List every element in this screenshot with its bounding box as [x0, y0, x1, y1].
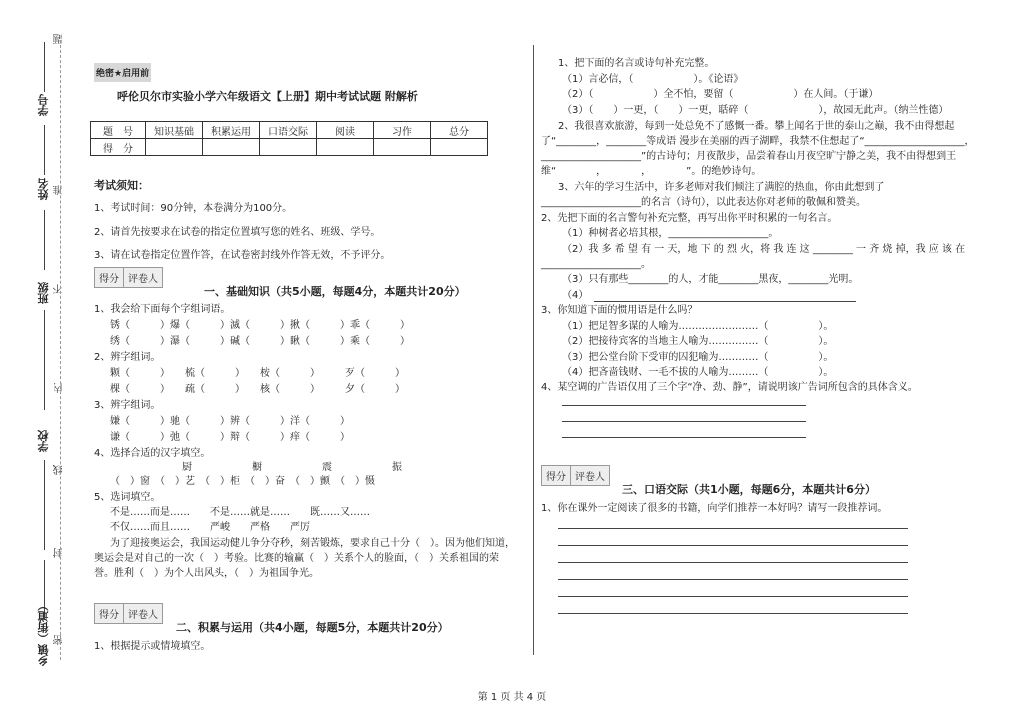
section-1-title: 一、基础知识（共5小题，每题4分，本题共计20分）	[204, 285, 466, 298]
score-input-cell[interactable]	[260, 139, 317, 156]
school-label: 学校	[37, 430, 50, 452]
question-line: 2、我很喜欢旅游，每到一处总免不了感慨一番。攀上闻名于世的泰山之巅，我不由得想起	[558, 121, 955, 132]
grader-score-label: 得分	[542, 466, 571, 485]
answer-line[interactable]	[562, 405, 806, 406]
answer-line[interactable]	[558, 579, 908, 580]
question-line: 维“ ， ， ”。的绝妙诗句。	[541, 166, 762, 177]
score-table-cell: 口语交际	[260, 122, 317, 139]
question-line: 奥运会是对自己的一次（ ）考验。比赛的输赢（ ）关系个人的脸面，（ ）关系祖国的荣	[94, 553, 499, 564]
gutter-mark-7: 密	[54, 635, 65, 645]
score-input-cell[interactable]	[203, 139, 260, 156]
township-label: 乡镇（街道）	[37, 600, 50, 666]
question-line: ____________________的名言（诗句），以此表达你对老师的敬佩和赞美。	[541, 197, 866, 208]
question-line: （1）把足智多谋的人喻为……………………（ ）。	[562, 321, 834, 332]
question-line: 4、某空调的广告语仅用了三个字“净、劲、静”，请说明该广告词所包含的具体含义。	[541, 382, 918, 393]
score-table-cell: 阅读	[317, 122, 374, 139]
question-line: 不是……而是…… 不是……就是…… 既……又……	[110, 507, 370, 518]
notice-item: 1、考试时间：90分钟，本卷满分为100分。	[94, 203, 293, 214]
score-table-cell: 习作	[374, 122, 431, 139]
question-line: 厨 橱 震 振	[182, 462, 402, 473]
question-line: 1、把下面的名言或诗句补充完整。	[558, 58, 715, 69]
gutter-mark-5: 线	[54, 465, 65, 475]
section-2-title: 二、积累与运用（共4小题，每题5分，本题共计20分）	[176, 621, 449, 634]
question-line: （3）（ ）一更，（ ）一更，聒碎（ ），故园无此声。（纳兰性德）	[562, 105, 949, 116]
question-line: 了“________，________等成语 漫步在美丽的西子湖畔，我禁不住想起了“____________________，	[541, 136, 975, 147]
gutter-mark-6: 封	[54, 548, 65, 558]
question-line: 5、选词填空。	[94, 492, 161, 503]
gutter-line-5	[44, 460, 45, 550]
question-line: （2）（ ）全不怕，要留（ ）在人间。（于谦）	[562, 89, 879, 100]
question-line: （ ）窗 （ ）艺 （ ）柜 （ ）奋 （ ）颤 （ ）慑	[110, 476, 375, 487]
question-line: 3、辨字组词。	[94, 400, 161, 411]
answer-line[interactable]	[594, 301, 856, 302]
notice-item: 3、请在试卷指定位置作答，在试卷密封线外作答无效，不予评分。	[94, 250, 391, 261]
grader-reviewer-label: 评卷人	[124, 268, 162, 287]
notice-item: 2、请首先按要求在试卷的指定位置填写您的姓名、班级、学号。	[94, 227, 381, 238]
question-line: 谦（ ）弛（ ）辩（ ）痒（ ）	[110, 432, 350, 443]
answer-line[interactable]	[558, 545, 908, 546]
question-line: 4、选择合适的汉字填空。	[94, 448, 211, 459]
name-label: 姓名	[37, 178, 50, 200]
secret-badge: 绝密★启用前	[94, 63, 151, 82]
question-line: 2、先把下面的名言警句补充完整，再写出你平时积累的一句名言。	[541, 213, 838, 224]
grader-reviewer-label: 评卷人	[571, 466, 609, 485]
gutter-line-2	[44, 125, 45, 175]
answer-line[interactable]	[558, 562, 908, 563]
gutter-line-4	[44, 310, 45, 410]
score-table-cell: 知识基础	[146, 122, 203, 139]
question-line: 3、你知道下面的惯用语是什么吗？	[541, 305, 698, 316]
class-label: 班级	[37, 282, 50, 304]
question-line: （2）我 多 希 望 有 一 天，地 下 的 烈 火，将 我 连 这 ________ 一 齐 烧 掉，我 应 该 在	[562, 244, 966, 255]
section-3-title: 三、口语交际（共1小题，每题6分，本题共计6分）	[622, 483, 876, 496]
question-line: 为了迎接奥运会，我国运动健儿争分夺秒，刻苦锻炼，要求自己十分（ ）。因为他们知道，	[110, 538, 515, 549]
grader-box	[94, 603, 163, 624]
gutter-mark-2: 准	[54, 185, 65, 195]
score-table-cell: 积累运用	[203, 122, 260, 139]
grader-reviewer-label: 评卷人	[124, 604, 162, 623]
question-line: 1、我会给下面每个字组词语。	[94, 304, 231, 315]
question-line: 1、根据提示或情境填空。	[94, 641, 211, 652]
score-table-header-row	[91, 122, 488, 139]
answer-line[interactable]	[558, 596, 908, 597]
question-line: 3、六年的学习生活中，许多老师对我们倾注了满腔的热血，你由此想到了	[558, 182, 885, 193]
score-table-score-row	[91, 139, 488, 156]
student-number-label: 学号	[37, 94, 50, 116]
notice-heading: 考试须知：	[94, 179, 149, 192]
gutter-mark-1: 题	[54, 34, 65, 44]
answer-line[interactable]	[562, 437, 806, 438]
question-line: （3）只有那些________的人，才能________黑夜，________光明。	[562, 274, 859, 285]
question-line: ____________________。	[541, 259, 651, 270]
score-table-cell: 总分	[431, 122, 488, 139]
score-input-cell[interactable]	[317, 139, 374, 156]
question-line: 2、辨字组词。	[94, 352, 161, 363]
grader-box	[541, 465, 610, 486]
question-line: 颗（ ） 梳（ ） 桉（ ） 歹（ ）	[110, 368, 405, 379]
answer-line[interactable]	[558, 528, 908, 529]
seal-line	[60, 40, 61, 660]
question-line: 锈（ ）爆（ ）滅（ ）揪（ ）乖（ ）	[110, 320, 410, 331]
question-line: （4）把吝啬钱财、一毛不拔的人喻为………（ ）。	[562, 367, 834, 378]
score-table-cell: 题 号	[91, 122, 146, 139]
grader-score-label: 得分	[95, 604, 124, 623]
column-divider	[533, 45, 534, 655]
gutter-line-1	[44, 42, 45, 92]
page-footer: 第 1 页 共 4 页	[477, 692, 547, 703]
question-line: 1、你在课外一定阅读了很多的书籍，向学们推荐一本好吗？请写一段推荐词。	[541, 503, 888, 514]
score-input-cell[interactable]	[431, 139, 488, 156]
question-line: （3）把公堂台阶下受审的囚犯喻为…………（ ）。	[562, 352, 834, 363]
gutter-line-3	[44, 210, 45, 270]
answer-line[interactable]	[562, 421, 806, 422]
question-line: ____________________”的古诗句；月夜散步，品尝着春山月夜空旷宁静之美，我不由得想到王	[541, 151, 957, 162]
question-line: 不仅……而且…… 严峻 严格 严厉	[110, 522, 310, 533]
gutter-mark-3: 不	[54, 284, 65, 294]
question-line: 誉。胜利（ ）为个人出风头，（ ）为祖国争光。	[94, 568, 319, 579]
question-line: 棵（ ） 疏（ ） 核（ ） 夕（ ）	[110, 384, 405, 395]
exam-title: 呼伦贝尔市实验小学六年级语文【上册】期中考试试题 附解析	[117, 90, 418, 103]
grader-box	[94, 267, 163, 288]
question-line: 嫌（ ）驰（ ）辨（ ）洋（ ）	[110, 416, 350, 427]
score-table-cell: 得 分	[91, 139, 146, 156]
answer-line[interactable]	[558, 613, 908, 614]
gutter-mark-4: 内	[54, 383, 65, 393]
question-line: （4）	[562, 290, 589, 301]
score-table	[90, 121, 488, 156]
question-line: （2）把接待宾客的当地主人喻为……………（ ）。	[562, 336, 834, 347]
grader-score-label: 得分	[95, 268, 124, 287]
score-input-cell[interactable]	[146, 139, 203, 156]
question-line: （1）种树者必培其根，____________________。	[562, 228, 779, 239]
score-input-cell[interactable]	[374, 139, 431, 156]
question-line: （1）言必信，（ ）。《论语》	[562, 74, 744, 85]
question-line: 绣（ ）瀑（ ）碱（ ）瞅（ ）乘（ ）	[110, 336, 410, 347]
